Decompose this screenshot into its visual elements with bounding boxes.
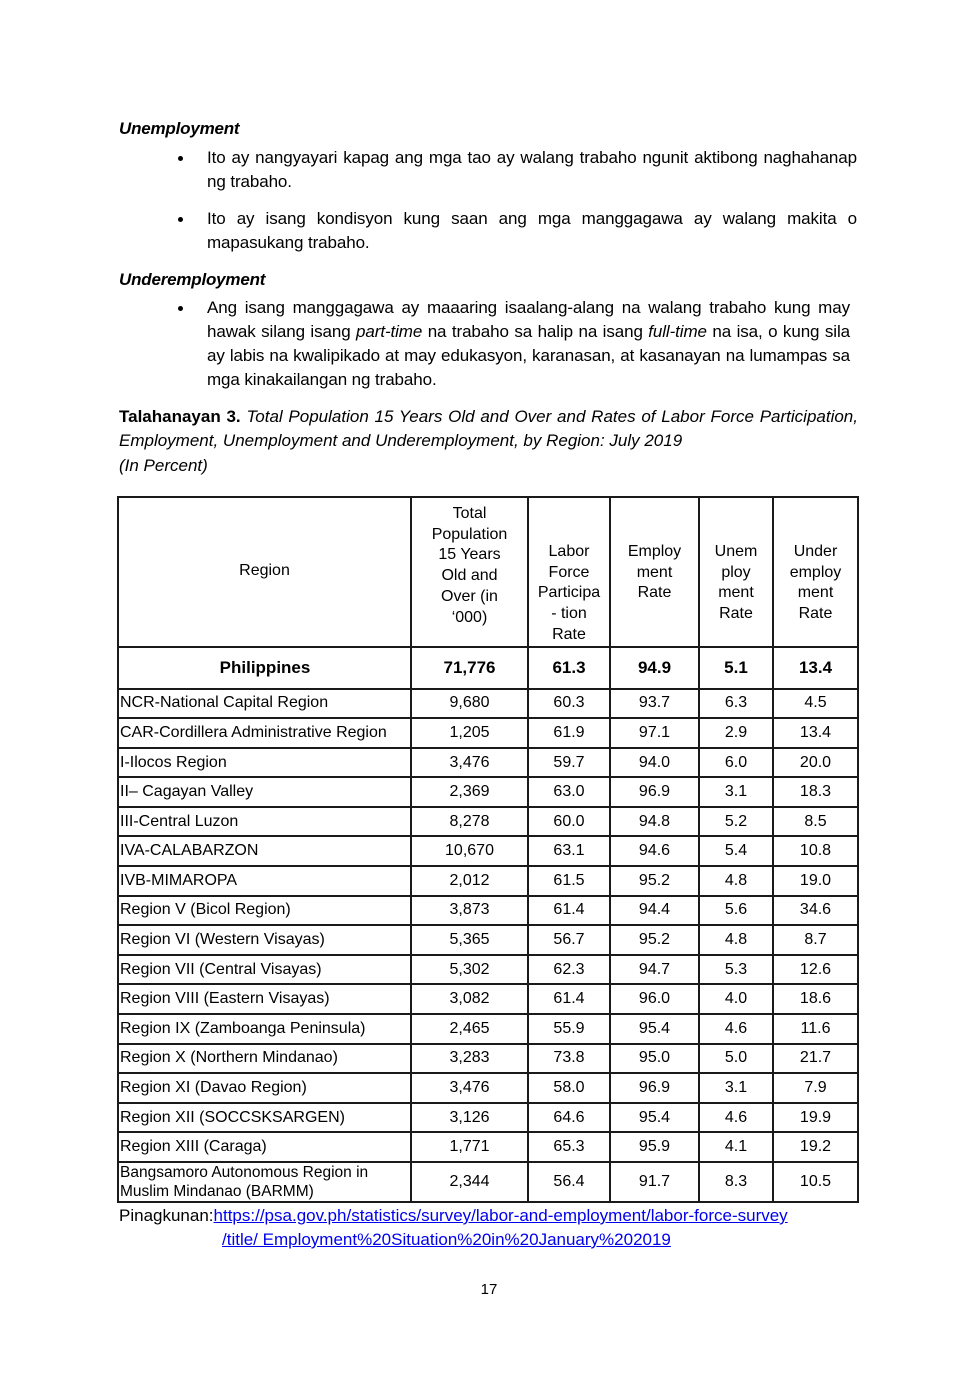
table-row bbox=[118, 866, 858, 896]
bullet-text: na trabaho sa halip na isang bbox=[422, 322, 649, 341]
bullet-text-italic: part-time bbox=[356, 322, 423, 341]
header-line: ment bbox=[718, 584, 754, 602]
cell-underemployment: 13.4 bbox=[773, 647, 858, 689]
header-population bbox=[411, 497, 528, 647]
cell-region: II– Cagayan Valley bbox=[118, 777, 411, 807]
table-row bbox=[118, 1132, 858, 1162]
cell-lfpr: 61.4 bbox=[528, 896, 610, 926]
underemployment-bullet bbox=[207, 296, 850, 392]
cell-region: Region VI (Western Visayas) bbox=[118, 925, 411, 955]
cell-population: 8,278 bbox=[411, 807, 528, 837]
table-row bbox=[118, 718, 858, 748]
table-caption-title: Total Population 15 Years Old and Over and Rates of Labor Force Participation, Employment, Unemployment and Underemployment, by Region: July 2019 bbox=[119, 407, 858, 450]
underemployment-heading: Underemployment bbox=[119, 270, 266, 289]
table-row bbox=[118, 1014, 858, 1044]
cell-population: 5,365 bbox=[411, 925, 528, 955]
table-row bbox=[118, 777, 858, 807]
source-label: Pinagkunan: bbox=[119, 1206, 214, 1225]
cell-population: 3,476 bbox=[411, 748, 528, 778]
table-row bbox=[118, 896, 858, 926]
cell-employment: 95.2 bbox=[610, 925, 699, 955]
header-line: Total bbox=[452, 505, 487, 522]
table-caption-label: Talahanayan 3. bbox=[119, 407, 241, 426]
cell-unemployment: 2.9 bbox=[699, 718, 773, 748]
cell-unemployment: 5.6 bbox=[699, 896, 773, 926]
cell-lfpr: 63.0 bbox=[528, 777, 610, 807]
cell-region: I-Ilocos Region bbox=[118, 748, 411, 778]
cell-lfpr: 64.6 bbox=[528, 1103, 610, 1133]
cell-region: Region XIII (Caraga) bbox=[118, 1132, 411, 1162]
cell-lfpr: 61.4 bbox=[528, 984, 610, 1014]
header-line: ploy bbox=[721, 563, 751, 581]
cell-underemployment: 20.0 bbox=[773, 748, 858, 778]
source-link-line2[interactable]: /title/ Employment%20Situation%20in%20January%202019 bbox=[222, 1230, 671, 1249]
cell-underemployment: 11.6 bbox=[773, 1014, 858, 1044]
cell-unemployment: 4.8 bbox=[699, 866, 773, 896]
cell-unemployment: 3.1 bbox=[699, 777, 773, 807]
cell-unemployment: 3.1 bbox=[699, 1073, 773, 1103]
cell-lfpr: 55.9 bbox=[528, 1014, 610, 1044]
cell-unemployment: 4.1 bbox=[699, 1132, 773, 1162]
cell-employment: 95.2 bbox=[610, 866, 699, 896]
header-line: employ bbox=[789, 563, 842, 581]
cell-employment: 96.9 bbox=[610, 777, 699, 807]
cell-employment: 94.9 bbox=[610, 647, 699, 689]
cell-population: 3,126 bbox=[411, 1103, 528, 1133]
cell-lfpr: 61.9 bbox=[528, 718, 610, 748]
cell-region: NCR-National Capital Region bbox=[118, 689, 411, 719]
header-line: Under bbox=[793, 543, 838, 560]
bullet-text: na isa, o kung sila ay labis na kwalipikado at may edukasyon, karanasan, at kasanayan na lumampas sa mga kinakailangan ng trabaho. bbox=[207, 322, 850, 389]
cell-lfpr: 73.8 bbox=[528, 1044, 610, 1074]
cell-unemployment: 5.0 bbox=[699, 1044, 773, 1074]
cell-unemployment: 4.8 bbox=[699, 925, 773, 955]
header-region: Region bbox=[118, 497, 411, 647]
cell-employment: 96.0 bbox=[610, 984, 699, 1014]
cell-lfpr: 62.3 bbox=[528, 955, 610, 985]
cell-lfpr: 61.3 bbox=[528, 647, 610, 689]
cell-unemployment: 5.2 bbox=[699, 807, 773, 837]
cell-underemployment: 21.7 bbox=[773, 1044, 858, 1074]
header-line: ment bbox=[636, 563, 673, 581]
cell-region: Bangsamoro Autonomous Region in Muslim Mindanao (BARMM) bbox=[118, 1162, 411, 1202]
cell-unemployment: 5.3 bbox=[699, 955, 773, 985]
cell-unemployment: 6.3 bbox=[699, 689, 773, 719]
cell-region: Region VII (Central Visayas) bbox=[118, 955, 411, 985]
header-line: ment bbox=[797, 584, 834, 602]
cell-underemployment: 4.5 bbox=[773, 689, 858, 719]
cell-unemployment: 4.0 bbox=[699, 984, 773, 1014]
cell-underemployment: 18.3 bbox=[773, 777, 858, 807]
table-row bbox=[118, 1103, 858, 1133]
cell-region: Region XI (Davao Region) bbox=[118, 1073, 411, 1103]
header-line: Unem bbox=[714, 543, 758, 560]
cell-lfpr: 60.0 bbox=[528, 807, 610, 837]
cell-population: 71,776 bbox=[411, 647, 528, 689]
source-link-line1[interactable]: https://psa.gov.ph/statistics/survey/labor-and-employment/labor-force-survey bbox=[213, 1206, 788, 1225]
table-unit: (In Percent) bbox=[119, 456, 208, 475]
cell-unemployment: 5.4 bbox=[699, 836, 773, 866]
header-line: ‘000) bbox=[451, 608, 488, 626]
cell-underemployment: 19.2 bbox=[773, 1132, 858, 1162]
table-header-row bbox=[118, 497, 858, 647]
cell-employment: 95.4 bbox=[610, 1103, 699, 1133]
cell-underemployment: 18.6 bbox=[773, 984, 858, 1014]
cell-region: Region X (Northern Mindanao) bbox=[118, 1044, 411, 1074]
bullet-text: Ito ay isang kondisyon kung saan ang mga manggagawa ay walang makita o mapasukang trabaho. bbox=[207, 209, 857, 252]
cell-employment: 94.0 bbox=[610, 748, 699, 778]
cell-underemployment: 34.6 bbox=[773, 896, 858, 926]
table-row-total bbox=[118, 647, 858, 689]
cell-unemployment: 6.0 bbox=[699, 748, 773, 778]
cell-lfpr: 61.5 bbox=[528, 866, 610, 896]
cell-underemployment: 8.5 bbox=[773, 807, 858, 837]
source-citation bbox=[119, 1204, 788, 1252]
cell-underemployment: 19.9 bbox=[773, 1103, 858, 1133]
cell-underemployment: 8.7 bbox=[773, 925, 858, 955]
cell-underemployment: 7.9 bbox=[773, 1073, 858, 1103]
header-line: Employ bbox=[627, 543, 682, 560]
cell-region: Region VIII (Eastern Visayas) bbox=[118, 984, 411, 1014]
table-caption bbox=[119, 405, 858, 453]
cell-lfpr: 59.7 bbox=[528, 748, 610, 778]
table-row bbox=[118, 925, 858, 955]
cell-population: 2,344 bbox=[411, 1162, 528, 1202]
unemployment-bullet-2 bbox=[207, 207, 857, 255]
bullet-text: Ang isang manggagawa ay maaaring isaalang-alang na walang trabaho kung may hawak silang isang bbox=[207, 298, 850, 341]
cell-lfpr: 56.7 bbox=[528, 925, 610, 955]
cell-population: 1,771 bbox=[411, 1132, 528, 1162]
page-number: 17 bbox=[480, 1281, 498, 1298]
table-row bbox=[118, 984, 858, 1014]
cell-employment: 95.0 bbox=[610, 1044, 699, 1074]
header-line: - tion bbox=[551, 605, 587, 623]
cell-employment: 95.4 bbox=[610, 1014, 699, 1044]
cell-unemployment: 4.6 bbox=[699, 1103, 773, 1133]
cell-population: 2,012 bbox=[411, 866, 528, 896]
bullet-text-italic: full-time bbox=[648, 322, 707, 341]
cell-employment: 93.7 bbox=[610, 689, 699, 719]
header-line: Labor bbox=[548, 543, 590, 560]
cell-population: 5,302 bbox=[411, 955, 528, 985]
unemployment-heading: Unemployment bbox=[119, 119, 240, 138]
table-row bbox=[118, 836, 858, 866]
header-underemployment bbox=[773, 497, 858, 647]
cell-population: 2,465 bbox=[411, 1014, 528, 1044]
cell-underemployment: 12.6 bbox=[773, 955, 858, 985]
cell-region: III-Central Luzon bbox=[118, 807, 411, 837]
labor-force-table bbox=[117, 496, 859, 1203]
cell-population: 2,369 bbox=[411, 777, 528, 807]
table-row bbox=[118, 807, 858, 837]
cell-lfpr: 58.0 bbox=[528, 1073, 610, 1103]
cell-population: 3,283 bbox=[411, 1044, 528, 1074]
cell-underemployment: 10.8 bbox=[773, 836, 858, 866]
cell-unemployment: 5.1 bbox=[699, 647, 773, 689]
table-row bbox=[118, 1162, 858, 1202]
cell-underemployment: 13.4 bbox=[773, 718, 858, 748]
cell-lfpr: 65.3 bbox=[528, 1132, 610, 1162]
header-unemployment bbox=[699, 497, 773, 647]
header-lfpr bbox=[528, 497, 610, 647]
cell-employment: 94.7 bbox=[610, 955, 699, 985]
cell-population: 10,670 bbox=[411, 836, 528, 866]
cell-underemployment: 19.0 bbox=[773, 866, 858, 896]
cell-employment: 94.6 bbox=[610, 836, 699, 866]
cell-region: IVB-MIMAROPA bbox=[118, 866, 411, 896]
cell-region: Region XII (SOCCSKSARGEN) bbox=[118, 1103, 411, 1133]
cell-employment: 94.8 bbox=[610, 807, 699, 837]
cell-employment: 95.9 bbox=[610, 1132, 699, 1162]
bullet-text: Ito ay nangyayari kapag ang mga tao ay walang trabaho ngunit aktibong naghahanap ng trabaho. bbox=[207, 148, 857, 191]
header-line: 15 Years bbox=[438, 546, 501, 564]
cell-population: 9,680 bbox=[411, 689, 528, 719]
cell-employment: 91.7 bbox=[610, 1162, 699, 1202]
cell-lfpr: 60.3 bbox=[528, 689, 610, 719]
header-line: Population bbox=[431, 525, 508, 543]
cell-population: 1,205 bbox=[411, 718, 528, 748]
header-line: Rate bbox=[552, 625, 586, 643]
unemployment-bullet-1 bbox=[207, 146, 857, 194]
cell-employment: 94.4 bbox=[610, 896, 699, 926]
cell-population: 3,476 bbox=[411, 1073, 528, 1103]
header-line: Force bbox=[548, 563, 590, 581]
cell-unemployment: 4.6 bbox=[699, 1014, 773, 1044]
table-row bbox=[118, 689, 858, 719]
table-row bbox=[118, 955, 858, 985]
table-row bbox=[118, 1073, 858, 1103]
cell-population: 3,873 bbox=[411, 896, 528, 926]
table-row bbox=[118, 1044, 858, 1074]
cell-region: Region V (Bicol Region) bbox=[118, 896, 411, 926]
table-row bbox=[118, 748, 858, 778]
cell-region: CAR-Cordillera Administrative Region bbox=[118, 718, 411, 748]
header-line: Rate bbox=[637, 584, 672, 602]
cell-underemployment: 10.5 bbox=[773, 1162, 858, 1202]
cell-employment: 97.1 bbox=[610, 718, 699, 748]
cell-employment: 96.9 bbox=[610, 1073, 699, 1103]
header-line: Old and bbox=[441, 567, 498, 585]
header-line: Rate bbox=[798, 605, 833, 623]
cell-region: Philippines bbox=[118, 647, 411, 689]
cell-lfpr: 56.4 bbox=[528, 1162, 610, 1202]
cell-lfpr: 63.1 bbox=[528, 836, 610, 866]
cell-region: Region IX (Zamboanga Peninsula) bbox=[118, 1014, 411, 1044]
cell-unemployment: 8.3 bbox=[699, 1162, 773, 1202]
header-line: Over (in bbox=[441, 587, 498, 605]
header-employment bbox=[610, 497, 699, 647]
header-line: Rate bbox=[719, 605, 753, 623]
cell-region: IVA-CALABARZON bbox=[118, 836, 411, 866]
cell-population: 3,082 bbox=[411, 984, 528, 1014]
header-line: Participa bbox=[537, 584, 601, 602]
